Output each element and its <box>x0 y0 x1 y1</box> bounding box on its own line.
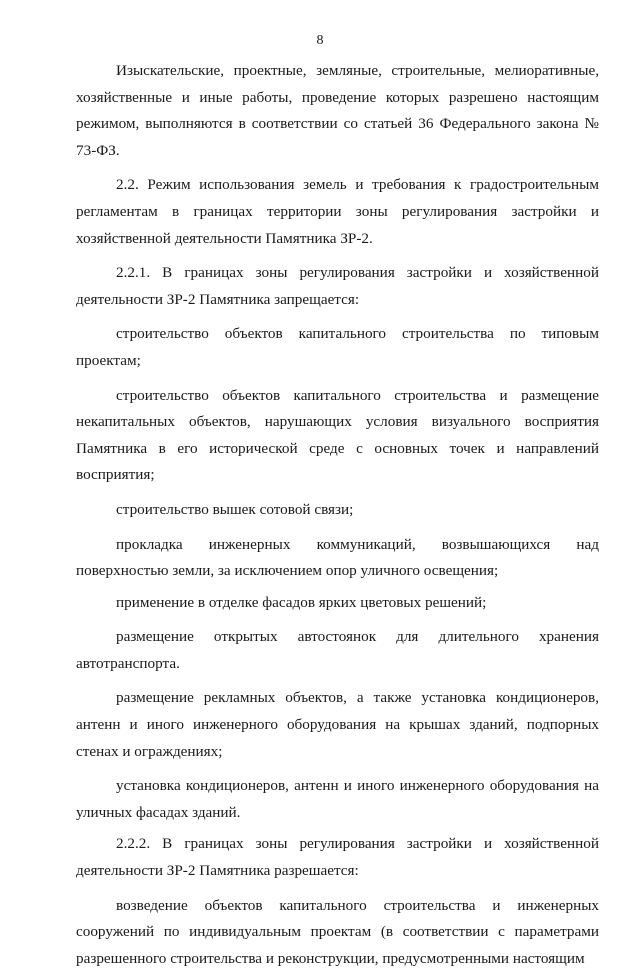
paragraph-research-works: Изыскательские, проектные, земляные, строительные, мелиоративные, хозяйственные и иные работы, проведение которых разрешено настоящим режимом, выполняются в соответствии со статьей 36 Федерального закона № 73-ФЗ. <box>76 62 599 159</box>
paragraph-section-2-2-1: 2.2.1. В границах зоны регулирования застройки и хозяйственной деятельности ЗР-2 Памятника запрещается: <box>76 264 599 308</box>
document-body <box>76 58 599 972</box>
paragraph-section-2-2: 2.2. Режим использования земель и требования к градостроительным регламентам в границах территории зоны регулирования застройки и хозяйственной деятельности Памятника ЗР-2. <box>76 176 599 247</box>
list-item-street-facades: установка кондиционеров, антенн и иного инженерного оборудования на уличных фасадах зданий. <box>76 777 599 821</box>
list-item-parking: размещение открытых автостоянок для длительного хранения автотранспорта. <box>76 628 599 672</box>
paragraph-section-2-2-2: 2.2.2. В границах зоны регулирования застройки и хозяйственной деятельности ЗР-2 Памятника разрешается: <box>76 835 599 880</box>
list-item-cell-towers: строительство вышек сотовой связи; <box>116 500 354 518</box>
list-item-visual-perception: строительство объектов капитального строительства и размещение некапитальных объектов, нарушающих условия визуального восприятия Памятника в его исторической среде с основных точек и направлений восприятия; <box>76 386 599 484</box>
page-number: 8 <box>316 33 324 48</box>
list-item-bright-colors: применение в отделке фасадов ярких цветовых решений; <box>116 593 487 611</box>
list-item-typical-projects: строительство объектов капитального строительства по типовым проектам; <box>76 325 599 369</box>
list-item-individual-projects: возведение объектов капитального строительства и инженерных сооружений по индивидуальным проектам (в соответствии с параметрами разрешенного строительства и реконструкции, предусмотренными настоящим <box>76 896 599 967</box>
list-item-advertising: размещение рекламных объектов, а также установка кондиционеров, антенн и иного инженерного оборудования на крышах зданий, подпорных стенах и ограждениях; <box>76 689 599 760</box>
list-item-utilities: прокладка инженерных коммуникаций, возвышающихся над поверхностью земли, за исключением опор уличного освещения; <box>76 535 599 580</box>
